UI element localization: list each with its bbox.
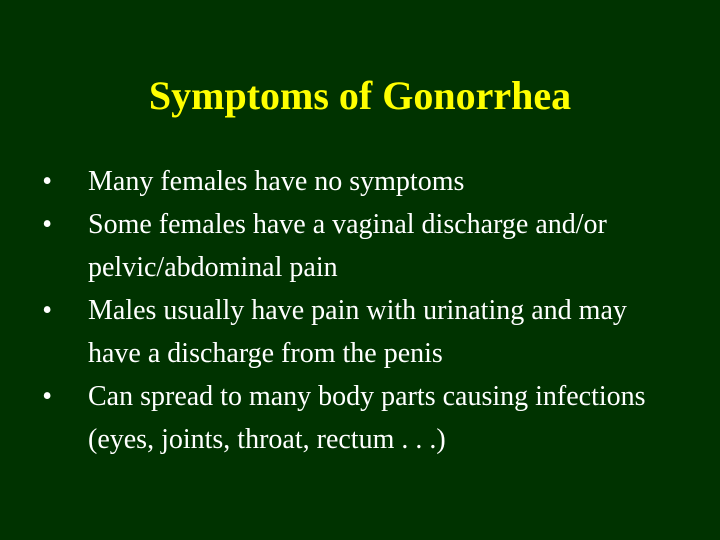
slide-title: Symptoms of Gonorrhea bbox=[148, 73, 572, 118]
bullet-item bbox=[28, 289, 678, 375]
bullet-text: Males usually have pain with urinating and may have a discharge from the penis bbox=[88, 295, 627, 369]
bullet-dot-icon: • bbox=[42, 381, 52, 412]
bullet-list bbox=[28, 160, 678, 461]
bullet-item bbox=[28, 203, 678, 289]
bullet-text: Can spread to many body parts causing infections (eyes, joints, throat, rectum . . .) bbox=[88, 381, 646, 455]
bullet-dot-icon: • bbox=[42, 209, 52, 240]
bullet-text: Some females have a vaginal discharge and/or pelvic/abdominal pain bbox=[88, 209, 607, 283]
bullet-item bbox=[28, 160, 678, 203]
bullet-dot-icon: • bbox=[42, 166, 52, 197]
bullet-text: Many females have no symptoms bbox=[88, 166, 465, 197]
bullet-item bbox=[28, 375, 678, 461]
bullet-dot-icon: • bbox=[42, 295, 52, 326]
